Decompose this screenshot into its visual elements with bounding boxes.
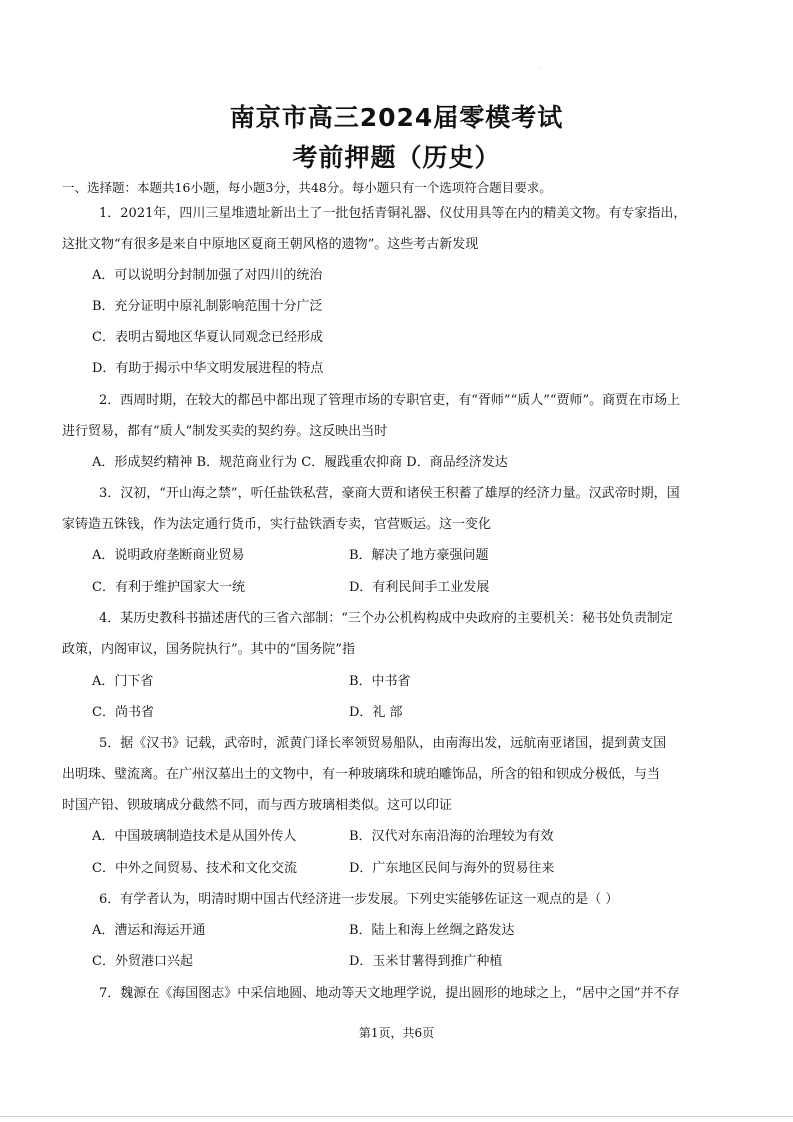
q6-option-d: D．玉米甘薯得到推广种植 <box>349 954 503 969</box>
q2-stem-line1: 2．西周时期，在较大的都邑中都出现了管理市场的专职官吏，有“胥师”“质人”“贾师”。商贾在市场上 <box>99 393 681 408</box>
q6-option-a: A．漕运和海运开通 <box>92 923 206 938</box>
q4-option-a: A．门下省 <box>92 674 154 689</box>
q2-options: A．形成契约精神 B．规范商业行为 C．履践重农抑商 D．商品经济发达 <box>92 455 508 470</box>
q3-stem-line1: 3．汉初，“开山海之禁”，听任盐铁私营，豪商大贾和诸侯王积蓄了雄厚的经济力量。汉武帝时期，国 <box>99 486 680 501</box>
q4-option-c: C．尚书省 <box>92 705 154 720</box>
q4-stem-line2: 政策，内阁审议，国务院执行”。其中的“国务院”指 <box>62 642 355 657</box>
q5-option-d: D．广东地区民间与海外的贸易往来 <box>349 861 555 876</box>
q5-stem-line1: 5．据《汉书》记载，武帝时，派黄门译长率领贸易船队，由南海出发，远航南亚诸国，提到黄支国 <box>99 736 667 751</box>
q7-stem-line1: 7．魏源在《海国图志》中采信地圆、地动等天文地理学说，提出圆形的地球之上，“居中之国”并不存 <box>99 986 680 1001</box>
exam-title: 南京市高三2024届零模考试 <box>229 103 564 132</box>
q3-option-c: C．有利于维护国家大一统 <box>92 580 245 595</box>
q3-stem-line2: 家铸造五铢钱，作为法定通行货币，实行盐铁酒专卖，官营贩运。这一变化 <box>62 517 492 532</box>
bottom-rule <box>0 1116 793 1117</box>
q5-stem-line2: 出明珠、璧流离。在广州汉墓出土的文物中，有一种玻璃珠和琥珀雕饰品，所含的铅和钡成分极低，与当 <box>62 767 661 782</box>
q4-option-b: B．中书省 <box>349 674 411 689</box>
page-footer: 第1页，共6页 <box>358 1026 435 1040</box>
q1-stem-line1: 1．2021年，四川三星堆遗址新出土了一批包括青铜礼器、仪仗用具等在内的精美文物。有专家指出， <box>99 206 687 221</box>
q1-option-c: C．表明古蜀地区华夏认同观念已经形成 <box>92 330 323 345</box>
q2-stem-line2: 进行贸易，都有“质人”制发买卖的契约券。这反映出当时 <box>62 424 388 439</box>
q6-stem-line1: 6．有学者认为，明清时期中国古代经济进一步发展。下列史实能够佐证这一观点的是（ ） <box>99 892 619 907</box>
q3-option-b: B．解决了地方豪强问题 <box>349 548 489 563</box>
exam-subtitle: 考前押题（历史） <box>292 143 501 172</box>
q6-option-c: C．外贸港口兴起 <box>92 954 193 969</box>
q1-option-d: D．有助于揭示中华文明发展进程的特点 <box>92 361 324 376</box>
q1-option-b: B．充分证明中原礼制影响范围十分广泛 <box>92 299 323 314</box>
q6-option-b: B．陆上和海上丝绸之路发达 <box>349 923 515 938</box>
q5-stem-line3: 时国产铅、钡玻璃成分截然不同，而与西方玻璃相类似。这可以印证 <box>62 798 453 813</box>
section-heading: 一、选择题：本题共16小题，每小题3分，共48分。每小题只有一个选项符合题目要求。 <box>62 180 552 195</box>
q1-stem-line2: 这批文物“有很多是来自中原地区夏商王朝风格的遗物”。这些考古新发现 <box>62 237 479 252</box>
q1-option-a: A．可以说明分封制加强了对四川的统治 <box>92 268 323 283</box>
q3-option-d: D．有利民间手工业发展 <box>349 580 490 595</box>
q4-option-d: D．礼 部 <box>349 705 403 720</box>
q5-option-b: B．汉代对东南沿海的治理较为有效 <box>349 829 554 844</box>
q4-stem-line1: 4．某历史教科书描述唐代的三省六部制：“三个办公机构构成中央政府的主要机关：秘书处负责制定 <box>99 611 673 626</box>
q5-option-c: C．中外之间贸易、技术和文化交流 <box>92 861 297 876</box>
scan-dot: . <box>538 64 540 71</box>
q3-option-a: A．说明政府垄断商业贸易 <box>92 548 245 563</box>
q5-option-a: A．中国玻璃制造技术是从国外传人 <box>92 829 297 844</box>
